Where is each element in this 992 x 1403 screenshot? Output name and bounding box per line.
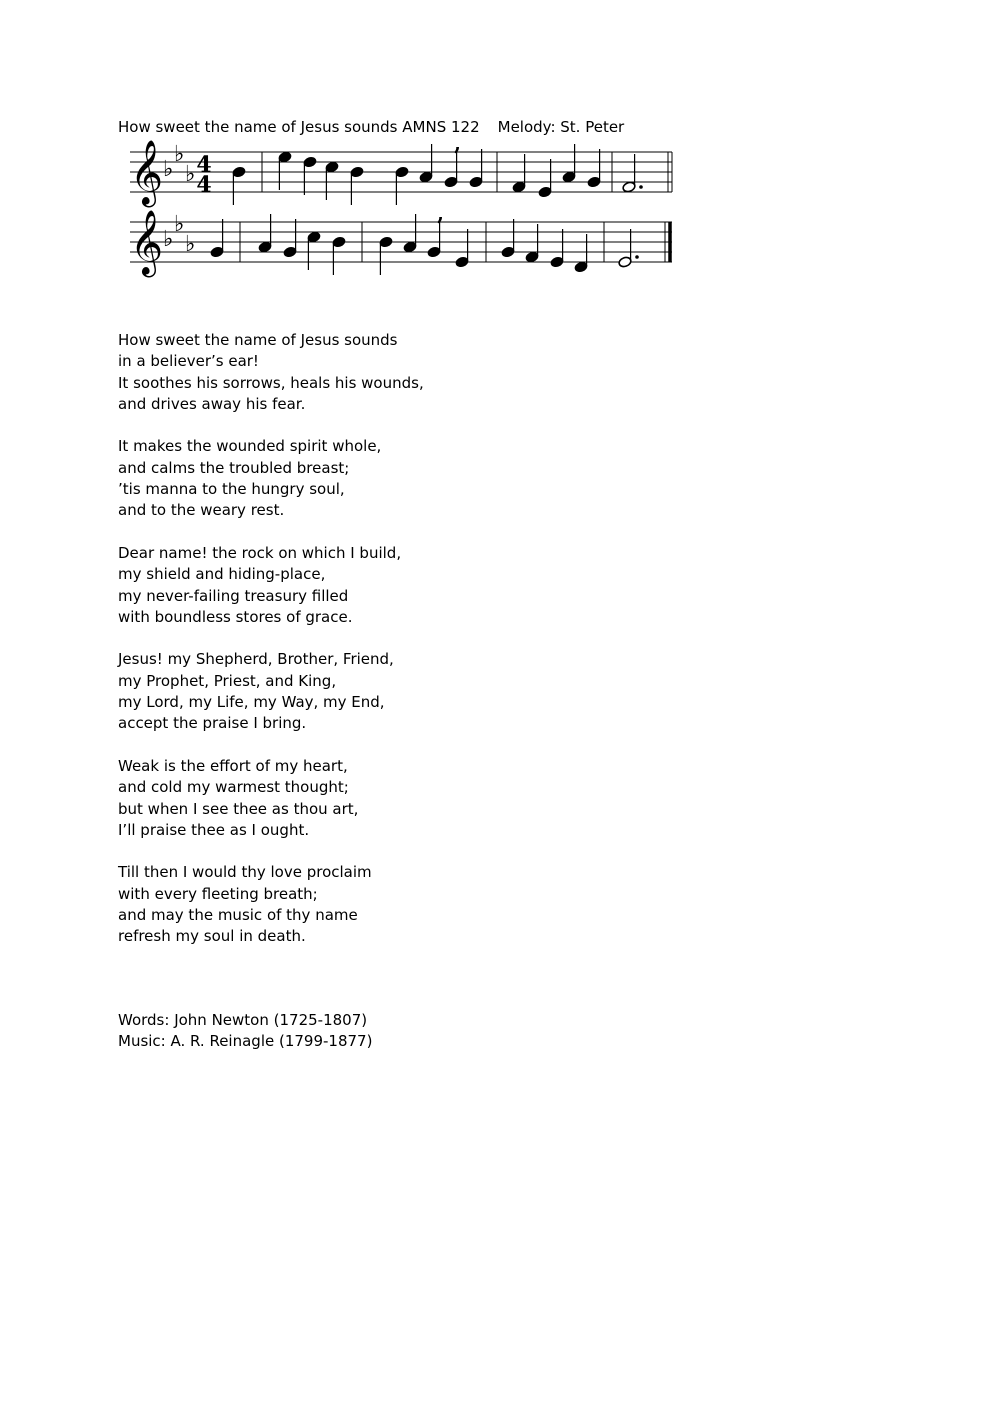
lyric-line: with boundless stores of grace. [118, 607, 353, 626]
note-head [469, 176, 483, 188]
music-score [0, 0, 992, 300]
stanza-1 [118, 330, 424, 415]
flat-sign: ♭ [174, 212, 185, 237]
melody-name: Melody: St. Peter [497, 118, 625, 136]
lyric-line: my Prophet, Priest, and King, [118, 671, 337, 690]
note-head [538, 186, 552, 198]
note-head [350, 166, 364, 178]
lyric-line: and to the weary rest. [118, 501, 285, 520]
lyric-line: and calms the troubled breast; [118, 458, 350, 477]
time-signature-top: 4 [196, 152, 212, 178]
dot [639, 185, 643, 189]
note-head [232, 166, 246, 178]
note-head [622, 181, 636, 193]
note-head [512, 181, 526, 193]
treble-clef: 𝄞 [130, 210, 164, 275]
note-head [278, 151, 292, 163]
lyric-line: and drives away his fear. [118, 394, 306, 413]
lyric-line: refresh my soul in death. [118, 927, 306, 946]
lyric-line: my Lord, my Life, my Way, my End, [118, 693, 385, 712]
note-head [574, 261, 588, 273]
note-head [395, 166, 409, 178]
lyric-line: in a believer’s ear! [118, 352, 259, 371]
staff-system-2 [130, 201, 672, 277]
breath-mark: , [454, 131, 461, 155]
note-head [525, 251, 539, 263]
breath-mark: , [437, 201, 444, 225]
note-head [258, 241, 272, 253]
lyric-line: my shield and hiding-place, [118, 565, 326, 584]
flat-sign: ♭ [163, 157, 174, 182]
lyric-line: accept the praise I bring. [118, 714, 307, 733]
dot [635, 255, 639, 259]
staff-system-1 [130, 131, 672, 207]
note-head [501, 246, 515, 258]
note-head [303, 156, 317, 168]
note-head [307, 231, 321, 243]
note-head [587, 176, 601, 188]
stanza-5 [118, 756, 424, 841]
note-head [618, 256, 632, 268]
time-signature-bottom: 4 [196, 172, 212, 198]
lyric-line: ’tis manna to the hungry soul, [118, 480, 345, 499]
lyric-line: It soothes his sorrows, heals his wounds, [118, 373, 424, 392]
note-head [427, 246, 441, 258]
note-head [325, 161, 339, 173]
stanza-6 [118, 862, 424, 947]
flat-sign: ♭ [163, 227, 174, 252]
note-head [455, 256, 469, 268]
hymn-credits [118, 1010, 372, 1053]
stanza-2 [118, 436, 424, 521]
lyric-line: It makes the wounded spirit whole, [118, 437, 382, 456]
lyric-line: Till then I would thy love proclaim [118, 863, 372, 882]
note-head [332, 236, 346, 248]
flat-sign: ♭ [174, 142, 185, 167]
flat-sign: ♭ [185, 232, 196, 257]
lyric-line: How sweet the name of Jesus sounds [118, 331, 398, 349]
note-head [562, 171, 576, 183]
lyric-line: and may the music of thy name [118, 906, 358, 925]
lyric-line: Weak is the effort of my heart, [118, 756, 348, 775]
note-head [550, 256, 564, 268]
lyric-line: and cold my warmest thought; [118, 778, 349, 797]
hymn-title: How sweet the name of Jesus sounds AMNS 122 [118, 118, 480, 136]
treble-clef: 𝄞 [130, 140, 164, 205]
note-head [444, 176, 458, 188]
note-head [283, 246, 297, 258]
note-head [210, 246, 224, 258]
music-credit: Music: A. R. Reinagle (1799-1877) [118, 1032, 373, 1051]
hymn-lyrics [118, 330, 424, 969]
note-head [379, 236, 393, 248]
note-head [403, 241, 417, 253]
stanza-3 [118, 543, 424, 628]
flat-sign: ♭ [185, 162, 196, 187]
lyric-line: but when I see thee as thou art, [118, 799, 359, 818]
note-head [419, 171, 433, 183]
lyric-line: my never-failing treasury filled [118, 586, 349, 605]
words-credit: Words: John Newton (1725-1807) [118, 1011, 368, 1029]
lyric-line: I’ll praise thee as I ought. [118, 820, 310, 839]
lyric-line: Jesus! my Shepherd, Brother, Friend, [118, 650, 394, 669]
lyric-line: Dear name! the rock on which I build, [118, 543, 402, 562]
stanza-4 [118, 649, 424, 734]
lyric-line: with every fleeting breath; [118, 884, 318, 903]
